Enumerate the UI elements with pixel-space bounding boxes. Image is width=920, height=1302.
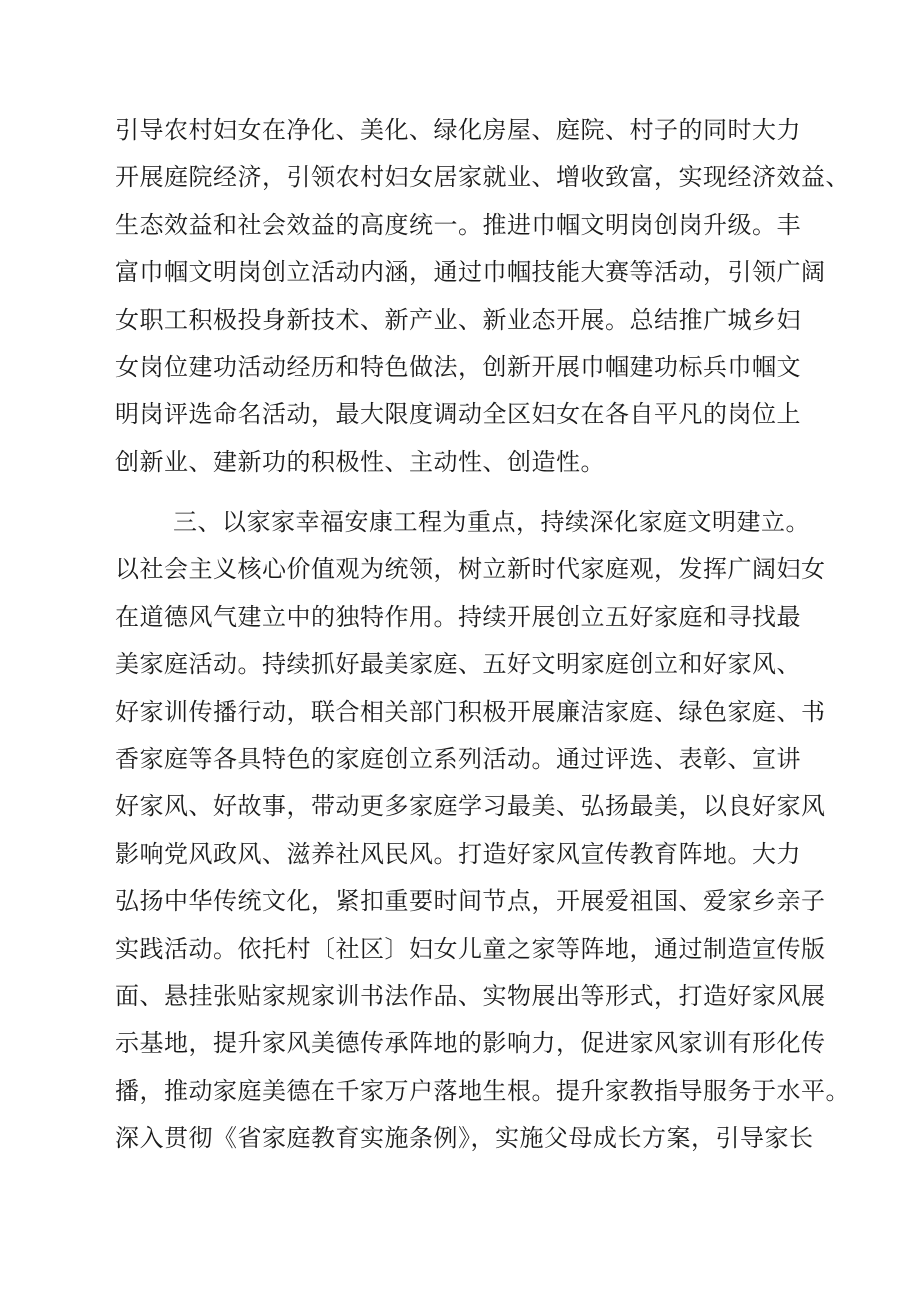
text-line: 香家庭等各具特色的家庭创立系列活动。通过评选、表彰、宣讲 [115, 744, 801, 773]
text-line: 示基地，提升家风美德传承阵地的影响力，促进家风家训有形化传 [115, 1029, 826, 1058]
text-line: 开展庭院经济，引领农村妇女居家就业、增收致富，实现经济效益、 [115, 163, 850, 192]
text-line: 面、悬挂张贴家规家训书法作品、实物展出等形式，打造好家风展 [115, 981, 826, 1010]
paragraph-continued [115, 107, 850, 486]
text-line: 好家训传播行动，联合相关部门积极开展廉洁家庭、绿色家庭、书 [115, 697, 826, 726]
text-line: 实践活动。依托村〔社区〕妇女儿童之家等阵地，通过制造宣传版 [115, 934, 826, 963]
text-line: 影响党风政风、滋养社风民风。打造好家风宣传教育阵地。大力 [115, 839, 801, 868]
text-line: 播，推动家庭美德在千家万户落地生根。提升家教指导服务于水平。 [115, 1076, 850, 1105]
text-line: 生态效益和社会效益的高度统一。推进巾帼文明岗创岗升级。丰 [115, 210, 801, 239]
paragraph-section-three [115, 499, 850, 1162]
text-line: 在道德风气建立中的独特作用。持续开展创立五好家庭和寻找最 [115, 602, 801, 631]
section-heading-line: 三、以家家幸福安康工程为重点，持续深化家庭文明建立。 [173, 508, 810, 536]
text-line: 好家风、好故事，带动更多家庭学习最美、弘扬最美，以良好家风 [115, 792, 826, 821]
text-line: 创新业、建新功的积极性、主动性、创造性。 [115, 447, 605, 476]
text-line: 深入贯彻《省家庭教育实施条例》，实施父母成长方案，引导家长 [115, 1124, 814, 1153]
text-line: 女岗位建功活动经历和特色做法，创新开展巾帼建功标兵巾帼文 [115, 352, 801, 381]
text-line: 美家庭活动。持续抓好最美家庭、五好文明家庭创立和好家风、 [115, 650, 801, 679]
text-line: 引导农村妇女在净化、美化、绿化房屋、庭院、村子的同时大力 [115, 116, 801, 144]
text-line: 明岗评选命名活动，最大限度调动全区妇女在各自平凡的岗位上 [115, 400, 801, 429]
text-line: 富巾帼文明岗创立活动内涵，通过巾帼技能大赛等活动，引领广阔 [115, 258, 826, 287]
text-line: 以社会主义核心价值观为统领，树立新时代家庭观，发挥广阔妇女 [115, 555, 826, 584]
text-line: 弘扬中华传统文化，紧扣重要时间节点，开展爱祖国、爱家乡亲子 [115, 887, 826, 916]
text-line: 女职工积极投身新技术、新产业、新业态开展。总结推广城乡妇 [115, 305, 801, 334]
